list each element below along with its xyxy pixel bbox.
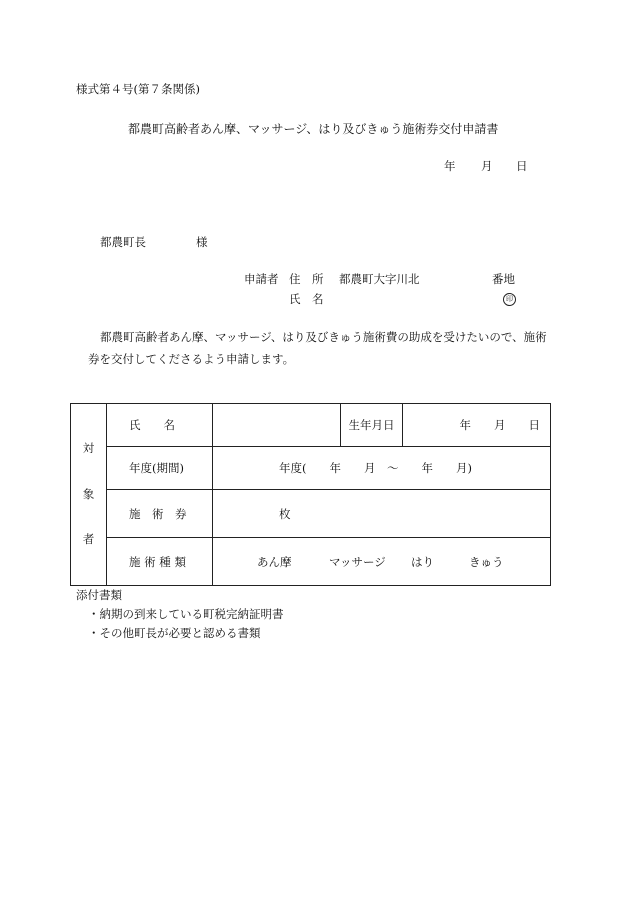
page-title: 都農町高齢者あん摩、マッサージ、はり及びきゅう施術券交付申請書 bbox=[128, 122, 499, 136]
seal-text: 印 bbox=[503, 293, 516, 306]
address-suffix: 番地 bbox=[492, 272, 515, 286]
birth-value-cell[interactable]: 年 月 日 bbox=[403, 404, 551, 447]
seal-mark bbox=[503, 293, 516, 306]
target-person-label bbox=[71, 404, 107, 586]
date-month: 月 bbox=[481, 159, 493, 173]
name-value-cell[interactable] bbox=[213, 404, 341, 447]
table-row bbox=[71, 447, 551, 490]
name-label: 氏 名 bbox=[289, 292, 324, 306]
application-table bbox=[70, 403, 551, 586]
table-row bbox=[71, 490, 551, 538]
attachment-item: ・その他町長が必要と認める書類 bbox=[88, 626, 261, 640]
target-char-2: 象 bbox=[82, 486, 95, 501]
target-char-3: 者 bbox=[82, 532, 95, 547]
ticket-row-label: 施 術 券 bbox=[107, 490, 213, 538]
type-row-label: 施 術 種 類 bbox=[107, 538, 213, 586]
attachment-item: ・納期の到来している町税完納証明書 bbox=[88, 607, 284, 621]
addressee-name: 都農町長 bbox=[100, 235, 146, 249]
ticket-value-cell[interactable]: 枚 bbox=[213, 490, 551, 538]
fiscal-row-label: 年度(期間) bbox=[107, 447, 213, 490]
body-text: 都農町高齢者あん摩、マッサージ、はり及びきゅう施術費の助成を受けたいので、施術券を交付してくださるよう申請します。 bbox=[88, 330, 547, 366]
attachments-heading: 添付書類 bbox=[76, 588, 122, 602]
addressee-honorific: 様 bbox=[196, 235, 208, 249]
applicant-label: 申請者 bbox=[244, 272, 279, 286]
table-row bbox=[71, 404, 551, 447]
type-option-massage[interactable]: マッサージ bbox=[329, 554, 386, 569]
table-row bbox=[71, 538, 551, 586]
birth-label: 生年月日 bbox=[341, 404, 403, 447]
form-number: 様式第４号(第７条関係) bbox=[76, 82, 200, 96]
type-options-cell bbox=[213, 538, 551, 586]
type-option-hari[interactable]: はり bbox=[411, 554, 434, 569]
address-label: 住 所 bbox=[289, 272, 324, 286]
name-row-label: 氏 名 bbox=[107, 404, 213, 447]
date-year: 年 bbox=[444, 159, 456, 173]
fiscal-value-cell[interactable]: 年度( 年 月 ～ 年 月) bbox=[213, 447, 551, 490]
date-day: 日 bbox=[516, 159, 528, 173]
type-option-anma[interactable]: あん摩 bbox=[257, 554, 292, 569]
type-option-kyu[interactable]: きゅう bbox=[469, 554, 504, 569]
target-char-1: 対 bbox=[82, 441, 95, 456]
address-value: 都農町大字川北 bbox=[339, 272, 420, 286]
